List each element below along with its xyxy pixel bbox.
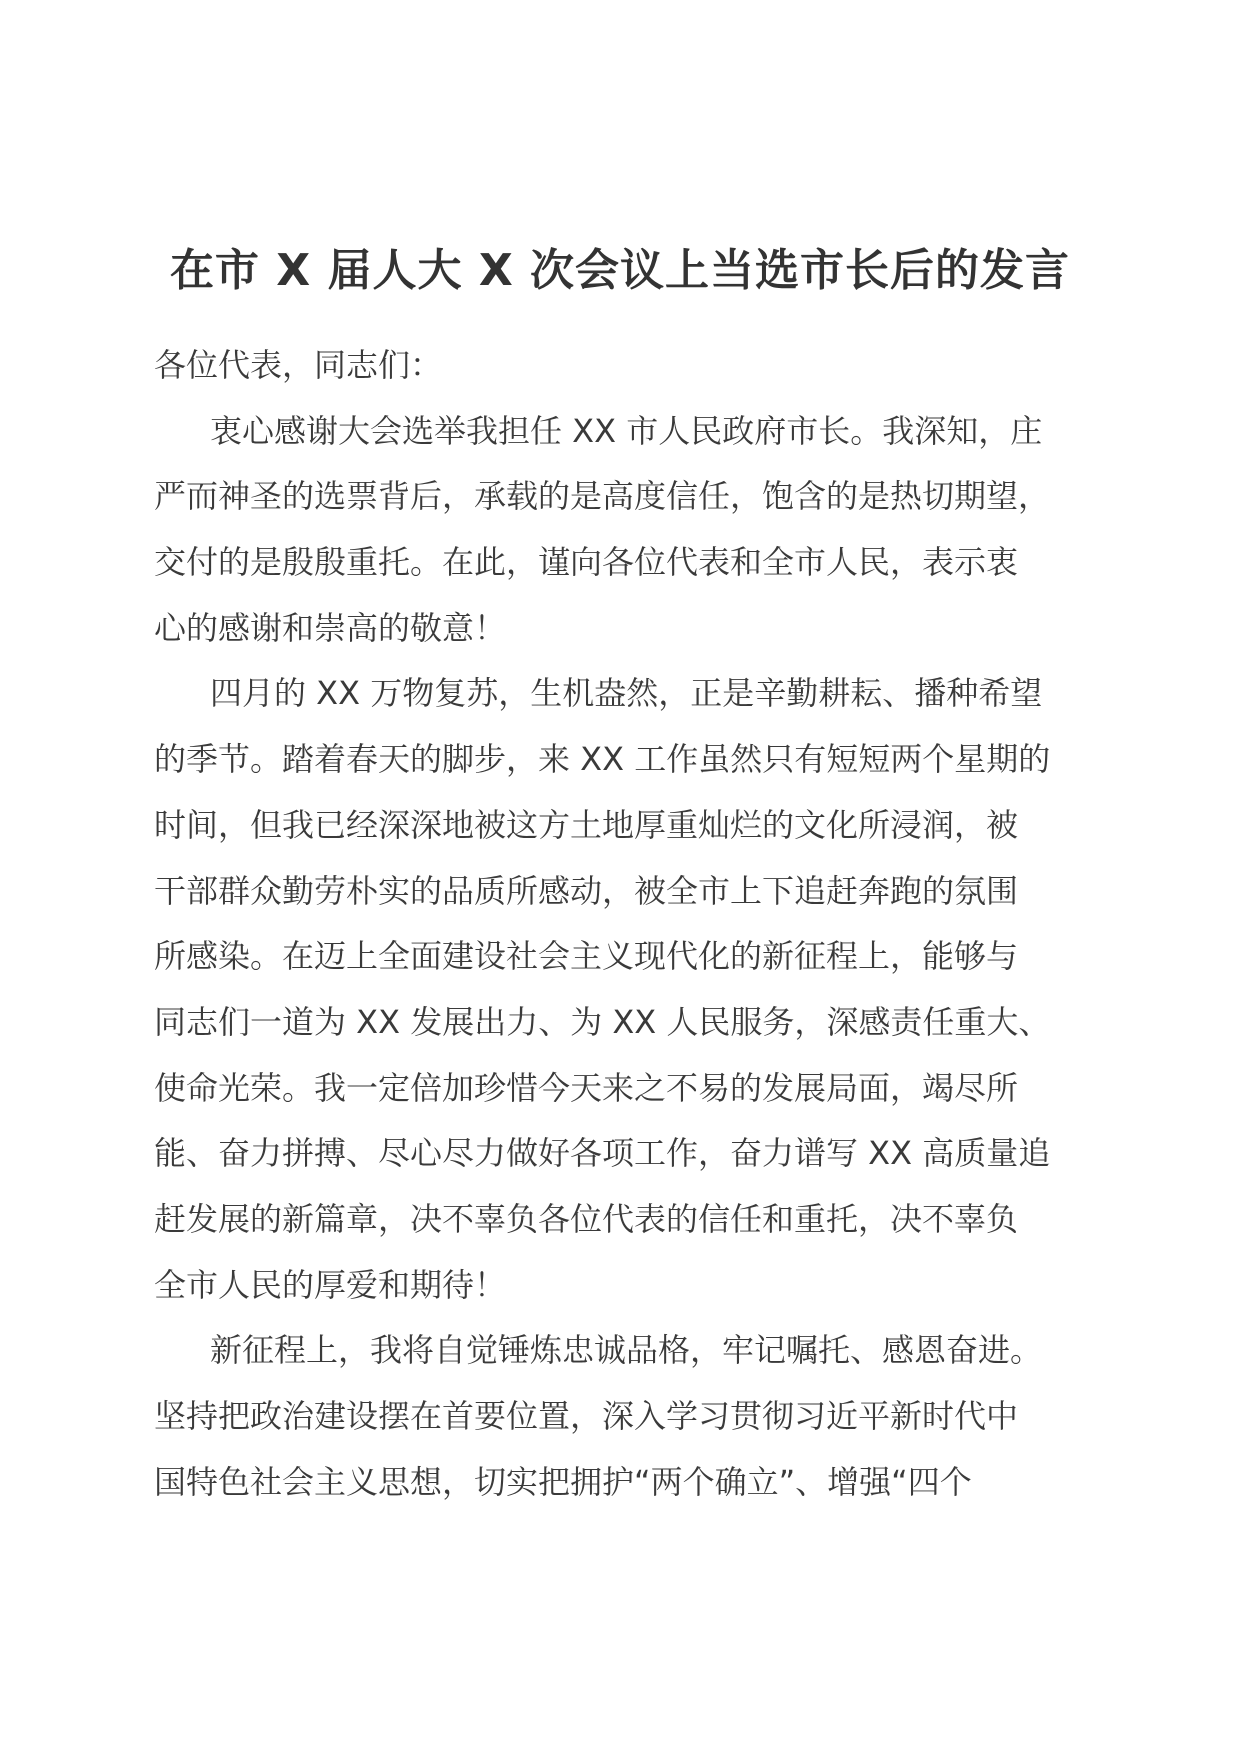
- salutation-line: 各位代表，同志们：: [154, 346, 443, 384]
- paragraph-1: [154, 399, 1094, 662]
- document-body: [154, 333, 1094, 1515]
- paragraph-line: 赶发展的新篇章，决不辜负各位代表的信任和重托，决不辜负: [154, 1199, 1019, 1238]
- paragraph-line: 使命光荣。我一定倍加珍惜今天来之不易的发展局面，竭尽所: [154, 1068, 1019, 1107]
- document-title: 在市 X 届人大 X 次会议上当选市长后的发言: [169, 245, 1071, 296]
- paragraph-line: 时间，但我已经深深地被这方土地厚重灿烂的文化所浸润，被: [154, 805, 1019, 844]
- paragraph-line: 国特色社会主义思想，切实把拥护“两个确立”、增强“四个: [154, 1462, 972, 1501]
- paragraph-line: 坚持把政治建设摆在首要位置，深入学习贯彻习近平新时代中: [154, 1397, 1019, 1435]
- paragraph-2: [154, 661, 1094, 1318]
- paragraph-line: 同志们一道为 XX 发展出力、为 XX 人民服务，深感责任重大、: [154, 1002, 1051, 1041]
- paragraph-line: 四月的 XX 万物复苏，生机盎然，正是辛勤耕耘、播种希望: [210, 674, 1043, 713]
- paragraph-line: 能、奋力拼搏、尽心尽力做好各项工作，奋力谱写 XX 高质量追: [154, 1134, 1051, 1173]
- paragraph-line: 的季节。踏着春天的脚步，来 XX 工作虽然只有短短两个星期的: [154, 740, 1051, 779]
- salutation: [154, 333, 1094, 399]
- paragraph-line: 新征程上，我将自觉锤炼忠诚品格，牢记嘱托、感恩奋进。: [210, 1331, 1043, 1370]
- paragraph-3: [154, 1318, 1094, 1515]
- paragraph-line: 所感染。在迈上全面建设社会主义现代化的新征程上，能够与: [154, 937, 1019, 976]
- paragraph-line: 心的感谢和崇高的敬意！: [154, 608, 507, 647]
- paragraph-line: 严而神圣的选票背后，承载的是高度信任，饱含的是热切期望，: [154, 477, 1051, 516]
- paragraph-line: 衷心感谢大会选举我担任 XX 市人民政府市长。我深知，庄: [210, 411, 1043, 450]
- paragraph-line: 交付的是殷殷重托。在此，谨向各位代表和全市人民，表示衷: [154, 543, 1019, 582]
- paragraph-line: 全市人民的厚爱和期待！: [154, 1265, 507, 1304]
- paragraph-line: 干部群众勤劳朴实的品质所感动，被全市上下追赶奔跑的氛围: [154, 871, 1019, 910]
